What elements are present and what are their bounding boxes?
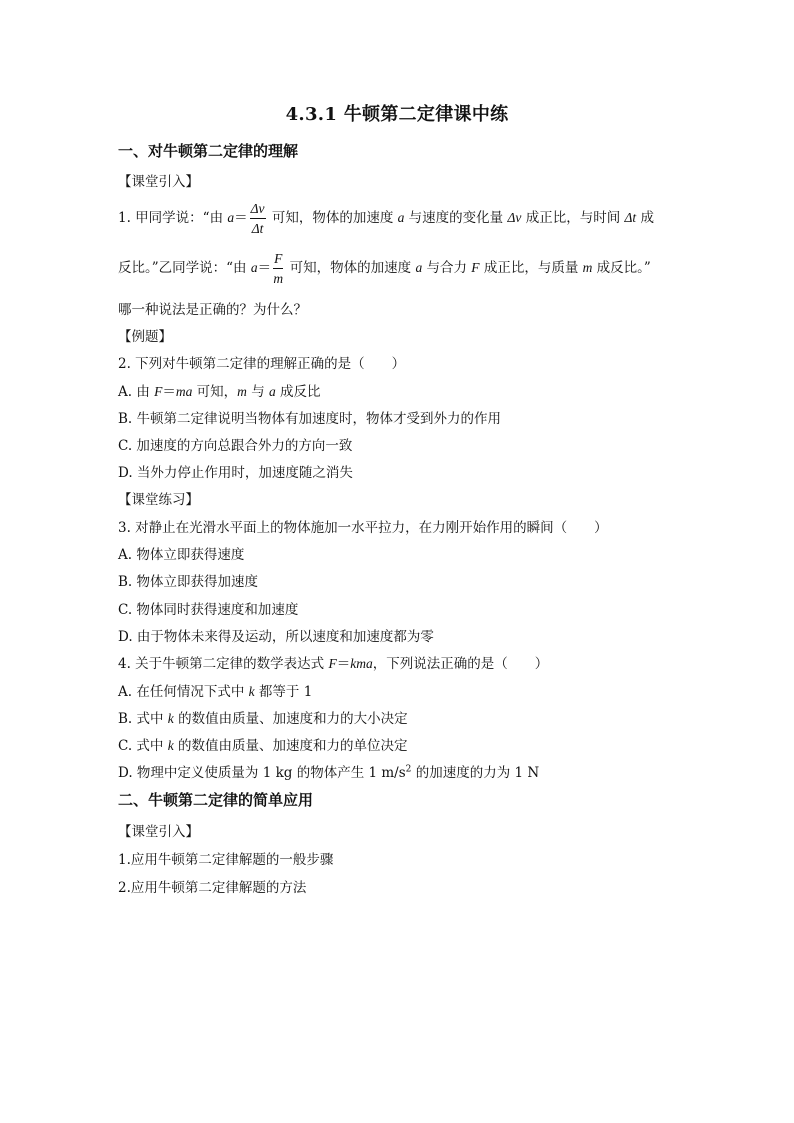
q2-var-m: m [237, 384, 247, 399]
q4-var-k: k [167, 738, 174, 753]
q4-opt-text: D. 物理中定义使质量为 1 kg 的物体产生 1 m/s [118, 765, 406, 781]
q1-frac-den: Δt [251, 220, 264, 236]
q1-var-a: a [227, 210, 235, 225]
q2-var-a: a [269, 384, 276, 399]
q1-frac-den: m [273, 270, 284, 286]
q1-text: 可知，物体的加速度 [267, 210, 398, 226]
q4-option-c [118, 734, 408, 754]
q1-text: 可知，物体的加速度 [285, 260, 416, 276]
q1-var-a: a [250, 260, 258, 275]
q4-opt-text: C. 式中 [118, 738, 168, 754]
section2-intro-tag: 【课堂引入】 [118, 824, 199, 840]
q1-line1 [118, 198, 654, 238]
q3-option-b: B. 物体立即获得加速度 [118, 574, 259, 590]
q1-eq: ＝ [257, 260, 272, 276]
q4-opt-text: B. 式中 [118, 711, 168, 727]
q1-text: 成反比。” [592, 260, 651, 276]
q2-option-a [118, 380, 321, 400]
section1-heading: 一、对牛顿第二定律的理解 [118, 142, 299, 160]
q4-option-d [118, 761, 539, 781]
practice-tag: 【课堂练习】 [118, 492, 199, 508]
q1-var-dt: Δt [624, 210, 637, 225]
q4-option-b [118, 707, 408, 727]
section2-heading: 二、牛顿第二定律的简单应用 [118, 791, 314, 809]
q1-var-a: a [397, 210, 405, 225]
section2-item-1: 1.应用牛顿第二定律解题的一般步骤 [118, 852, 334, 868]
q3-option-c: C. 物体同时获得速度和加速度 [118, 602, 299, 618]
q1-text: 1. 甲同学说：“由 [118, 210, 228, 226]
q4-option-a [118, 680, 312, 700]
q2-opt-text: 成反比 [275, 384, 321, 400]
q4-opt-text: 都等于 1 [254, 684, 313, 700]
q1-text: 成正比，与质量 [479, 260, 583, 276]
q2-opt-text: A. 由 [118, 384, 155, 400]
q1-line3: 哪一种说法是正确的？为什么？ [118, 302, 307, 318]
q1-line2 [118, 248, 651, 288]
q2-var-f: F [154, 384, 163, 399]
q4-superscript: 2 [405, 764, 412, 775]
q3-option-d: D. 由于物体未来得及运动，所以速度和加速度都为零 [118, 629, 434, 645]
q4-opt-text: 的数值由质量、加速度和力的大小决定 [173, 711, 408, 727]
q1-var-f: F [471, 260, 480, 275]
q4-var-kma: kma [350, 656, 373, 671]
q4-text: 4. 关于牛顿第二定律的数学表达式 [118, 656, 329, 672]
q1-frac-num: F [273, 252, 283, 269]
q4-var-k: k [248, 684, 255, 699]
q1-text: 成 [636, 210, 654, 226]
q2-var-ma: ma [175, 384, 193, 399]
q4-opt-text: 的加速度的力为 1 N [411, 765, 540, 781]
q1-fraction-dv-dt [250, 202, 266, 235]
q1-eq: ＝ [234, 210, 248, 226]
q2-option-b: B. 牛顿第二定律说明当物体有加速度时，物体才受到外力的作用 [118, 411, 502, 427]
q4-var-f: F [328, 656, 337, 671]
q2-opt-text: 可知， [192, 384, 238, 400]
q1-frac-num: Δv [250, 202, 266, 219]
q2-stem: 2. 下列对牛顿第二定律的理解正确的是（ ） [118, 356, 406, 372]
q1-var-a: a [415, 260, 423, 275]
q2-opt-text: 与 [246, 384, 270, 400]
q1-text: 与合力 [422, 260, 472, 276]
q2-option-d: D. 当外力停止作用时，加速度随之消失 [118, 465, 353, 481]
q1-var-m: m [582, 260, 593, 275]
q4-eq: ＝ [336, 656, 351, 672]
q4-stem [118, 652, 548, 672]
q4-var-k: k [167, 711, 174, 726]
q1-text: 与速度的变化量 [404, 210, 508, 226]
q3-stem: 3. 对静止在光滑水平面上的物体施加一水平拉力，在力刚开始作用的瞬间（ ） [118, 520, 608, 536]
q2-eq: ＝ [162, 384, 176, 400]
q4-opt-text: A. 在任何情况下式中 [118, 684, 249, 700]
page-title: 4.3.1 牛顿第二定律课中练 [285, 104, 509, 125]
q1-fraction-f-m [273, 252, 283, 285]
example-tag: 【例题】 [118, 329, 172, 345]
q4-text: ，下列说法正确的是（ ） [372, 656, 549, 672]
q1-text: 反比。”乙同学说：“由 [118, 260, 251, 276]
section1-intro-tag: 【课堂引入】 [118, 174, 199, 190]
q1-var-dv: Δv [507, 210, 522, 225]
q3-option-a: A. 物体立即获得速度 [118, 547, 245, 563]
q4-opt-text: 的数值由质量、加速度和力的单位决定 [173, 738, 408, 754]
section2-item-2: 2.应用牛顿第二定律解题的方法 [118, 880, 307, 896]
q2-option-c: C. 加速度的方向总跟合外力的方向一致 [118, 438, 353, 454]
q1-text: 成正比，与时间 [521, 210, 625, 226]
